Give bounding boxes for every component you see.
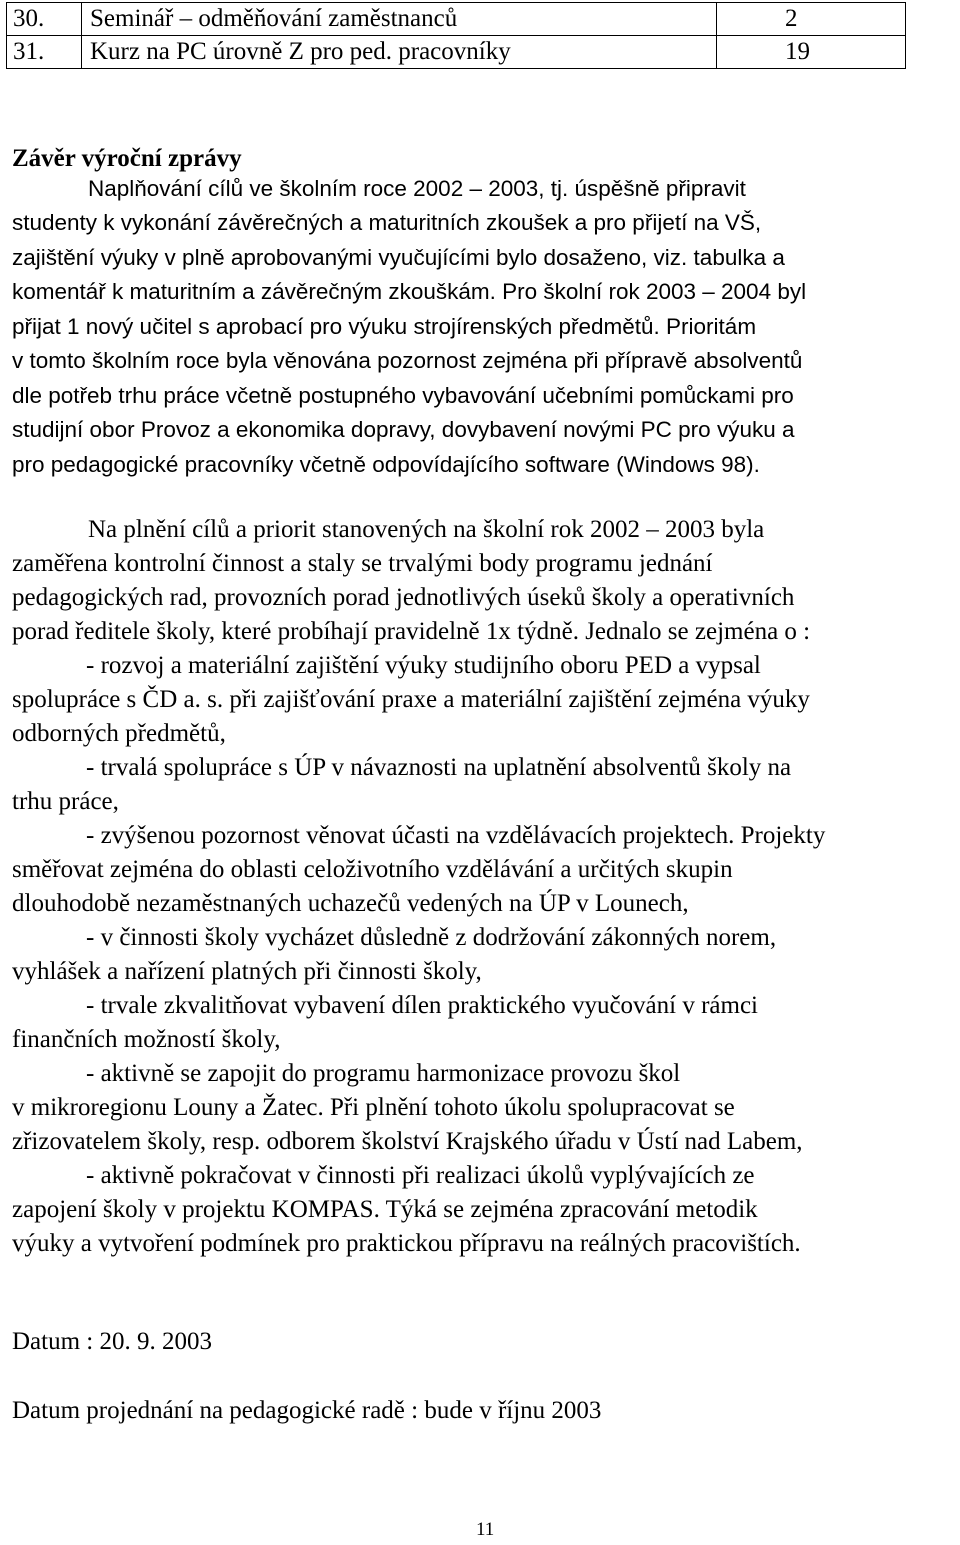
list-item: - aktivně pokračovat v činnosti při realizaci úkolů vyplývajících ze bbox=[86, 1162, 755, 1189]
text-line: v tomto školním roce byla věnována pozornost zejména při přípravě absolventů bbox=[12, 348, 803, 373]
text-line: dlouhodobě nezaměstnaných uchazečů vedených na ÚP v Lounech, bbox=[12, 890, 689, 917]
text-line: Naplňování cílů ve školním roce 2002 – 2003, tj. úspěšně připravit bbox=[88, 176, 746, 201]
text-line: finančních možností školy, bbox=[12, 1026, 281, 1053]
text-line: dle potřeb trhu práce včetně postupného vybavování učebními pomůckami pro bbox=[12, 383, 794, 408]
text-line: studijní obor Provoz a ekonomika dopravy, dovybavení novými PC pro výuku a bbox=[12, 417, 795, 442]
text-line: komentář k maturitním a závěrečným zkouškám. Pro školní rok 2003 – 2004 byl bbox=[12, 279, 807, 304]
list-item: - aktivně se zapojit do programu harmonizace provozu škol bbox=[86, 1060, 681, 1087]
list-item: - trvalá spolupráce s ÚP v návaznosti na uplatnění absolventů školy na bbox=[86, 754, 792, 781]
row-number: 31. bbox=[7, 36, 82, 69]
table-row bbox=[7, 3, 906, 36]
text-line: Na plnění cílů a priorit stanovených na školní rok 2002 – 2003 byla bbox=[88, 516, 765, 543]
course-name: Kurz na PC úrovně Z pro ped. pracovníky bbox=[82, 36, 717, 69]
text-line: zajištění výuky v plně aprobovanými vyučujícími bylo dosaženo, viz. tabulka a bbox=[12, 245, 785, 270]
text-line: studenty k vykonání závěrečných a maturitních zkoušek a pro přijetí na VŠ, bbox=[12, 210, 762, 235]
list-item: - rozvoj a materiální zajištění výuky studijního oboru PED a vypsal bbox=[86, 652, 761, 679]
course-name: Seminář – odměňování zaměstnanců bbox=[82, 3, 717, 36]
list-item: - zvýšenou pozornost věnovat účasti na vzdělávacích projektech. Projekty bbox=[86, 822, 826, 849]
text-line: spolupráce s ČD a. s. při zajišťování praxe a materiální zajištění zejména výuky bbox=[12, 686, 810, 713]
text-line: porad ředitele školy, které probíhají pravidelně 1x týdně. Jednalo se zejména o : bbox=[12, 618, 811, 645]
text-line: trhu práce, bbox=[12, 788, 119, 815]
participant-count: 19 bbox=[717, 36, 906, 69]
meeting-date: Datum projednání na pedagogické radě : bude v říjnu 2003 bbox=[12, 1397, 602, 1424]
participant-count: 2 bbox=[717, 3, 906, 36]
row-number: 30. bbox=[7, 3, 82, 36]
list-item: - v činnosti školy vycházet důsledně z dodržování zákonných norem, bbox=[86, 924, 777, 951]
text-line: v mikroregionu Louny a Žatec. Při plnění tohoto úkolu spolupracovat se bbox=[12, 1094, 735, 1121]
list-item: - trvale zkvalitňovat vybavení dílen praktického vyučování v rámci bbox=[86, 992, 758, 1019]
text-line: výuky a vytvoření podmínek pro praktickou přípravu na reálných pracovištích. bbox=[12, 1230, 801, 1257]
report-date: Datum : 20. 9. 2003 bbox=[12, 1328, 212, 1355]
text-line: směřovat zejména do oblasti celoživotního vzdělávání a určitých skupin bbox=[12, 856, 733, 883]
text-line: pro pedagogické pracovníky včetně odpovídajícího software (Windows 98). bbox=[12, 452, 760, 477]
text-line: pedagogických rad, provozních porad jednotlivých úseků školy a operativních bbox=[12, 584, 795, 611]
section-heading: Závěr výroční zprávy bbox=[12, 145, 242, 172]
course-table bbox=[6, 2, 906, 69]
text-line: odborných předmětů, bbox=[12, 720, 226, 747]
text-line: přijat 1 nový učitel s aprobací pro výuku strojírenských předmětů. Prioritám bbox=[12, 314, 757, 339]
text-line: zapojení školy v projektu KOMPAS. Týká se zejména zpracování metodik bbox=[12, 1196, 758, 1223]
table-row bbox=[7, 36, 906, 69]
page-number: 11 bbox=[476, 1519, 495, 1540]
text-line: zaměřena kontrolní činnost a staly se trvalými body programu jednání bbox=[12, 550, 713, 577]
text-line: zřizovatelem školy, resp. odborem školství Krajského úřadu v Ústí nad Labem, bbox=[12, 1128, 803, 1155]
text-line: vyhlášek a nařízení platných při činnosti školy, bbox=[12, 958, 482, 985]
